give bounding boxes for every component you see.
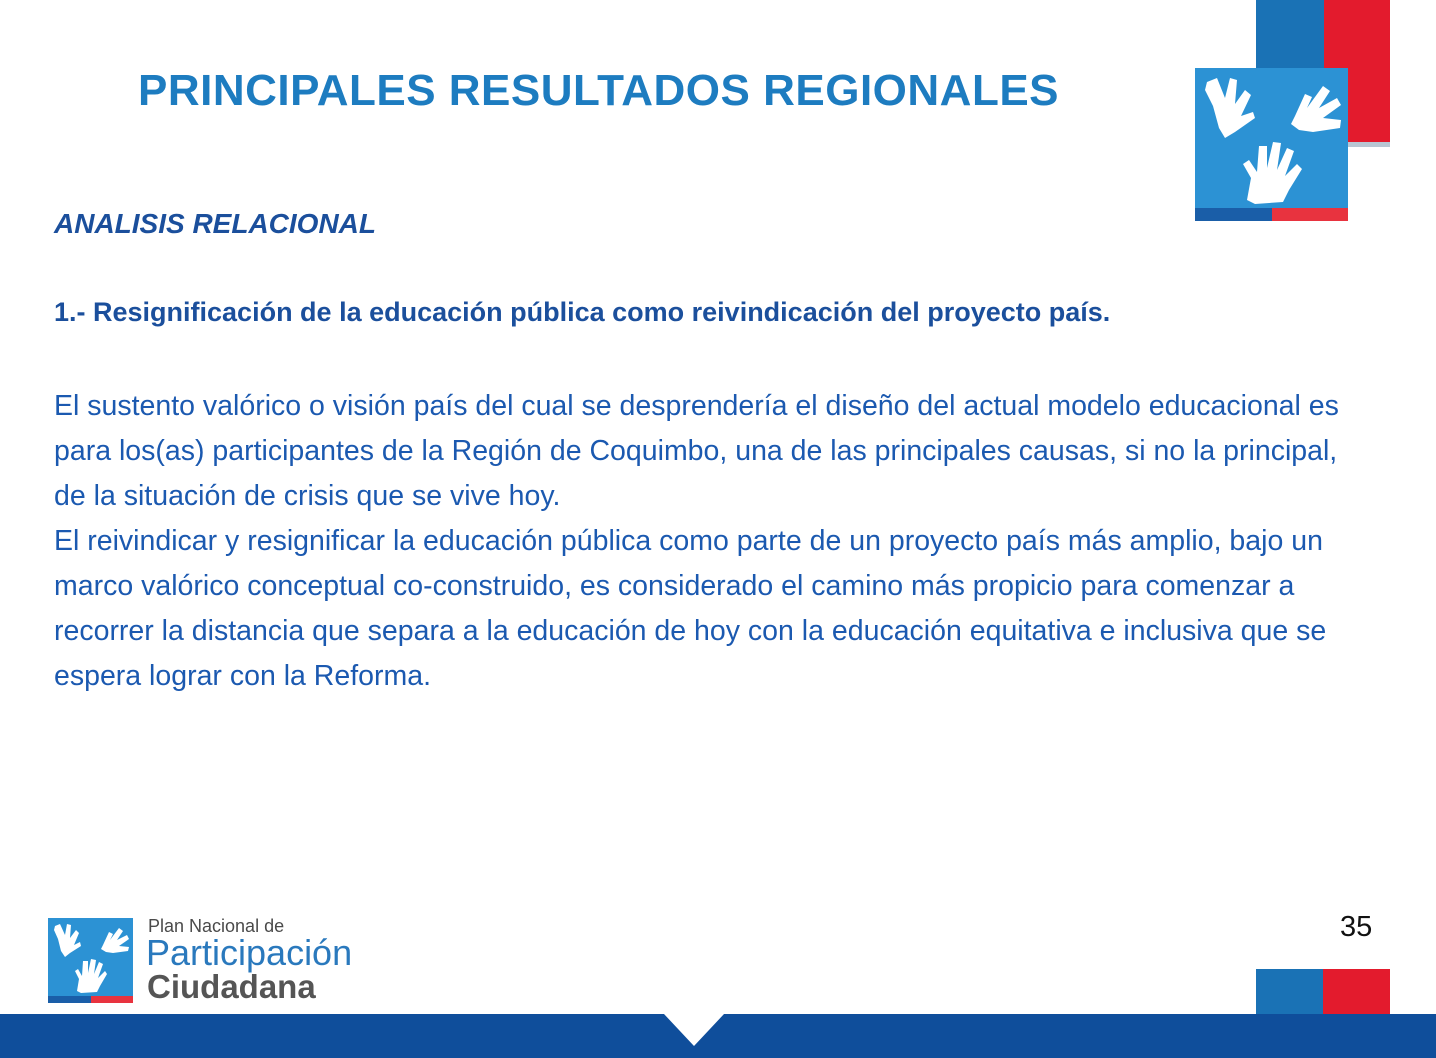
brand-hands-icon — [48, 918, 133, 1003]
bottom-flag-red-block — [1323, 969, 1390, 1015]
section-heading: ANALISIS RELACIONAL — [54, 208, 376, 239]
body-paragraph-1: El sustento valórico o visión país del cual se desprendería el diseño del actual modelo educacional es para los(as) participantes de la Región de Coquimbo, una de las principales causas, si no la principal, de la situación de crisis que se vive hoy. — [54, 390, 1339, 512]
point-heading: 1.- Resignificación de la educación pública como reivindicación del proyecto país. — [54, 297, 1111, 327]
bottom-flag-blue-block — [1256, 969, 1323, 1015]
footer-bar — [0, 1014, 1436, 1058]
hands-logo-icon — [1195, 68, 1348, 221]
brand-line-participacion: Participación — [146, 932, 353, 973]
page-number: 35 — [1340, 911, 1373, 943]
body-text — [54, 384, 1364, 699]
brand-line-plan-nacional: Plan Nacional de — [148, 916, 285, 936]
body-paragraph-2: El reivindicar y resignificar la educación pública como parte de un proyecto país más amplio, bajo un marco valórico conceptual co-construido, es considerado el camino más propicio para comenzar a recorrer la distancia que separa a la educación de hoy con la educación equitativa e inclusiva que se espera lograr con la Reforma. — [54, 525, 1327, 692]
slide-title: PRINCIPALES RESULTADOS REGIONALES — [138, 66, 1060, 115]
brand-line-ciudadana: Ciudadana — [147, 968, 316, 1005]
